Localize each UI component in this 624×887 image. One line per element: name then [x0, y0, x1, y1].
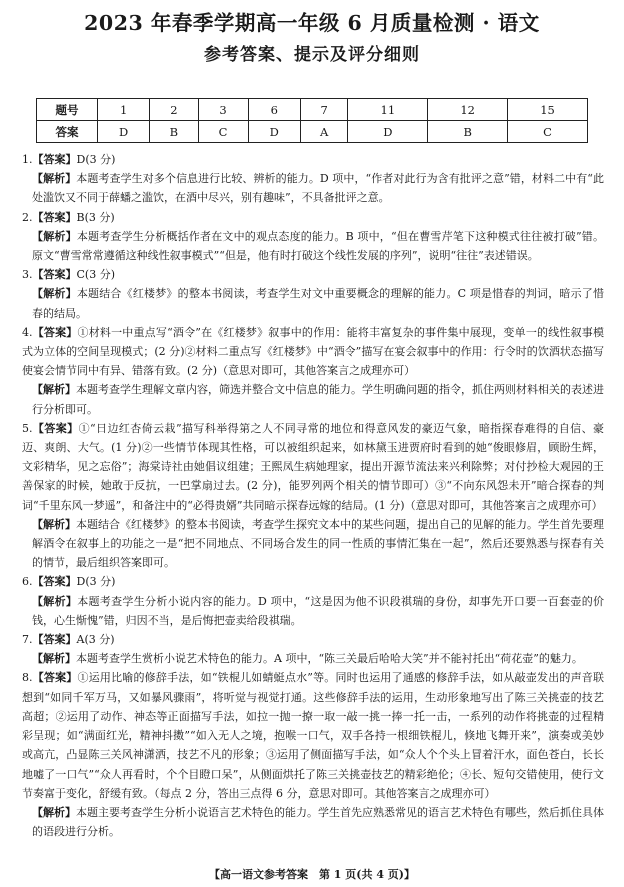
question-item — [22, 150, 604, 208]
answer-cell: D — [248, 121, 300, 143]
answer-table — [36, 98, 588, 143]
question-number-cell: 12 — [428, 99, 508, 121]
answer-cell: D — [348, 121, 428, 143]
question-item — [22, 630, 604, 668]
row-label-answer: 答案 — [37, 121, 98, 143]
question-number-cell: 6 — [248, 99, 300, 121]
answer-cell: C — [508, 121, 588, 143]
page-title: 2023 年春季学期高一年级 6 月质量检测 · 语文 — [84, 11, 540, 35]
answer-line: 5.【答案】①“日边红杏倚云栽”描写科举得第之人不同寻常的地位和得意风发的豪迈气象，暗指探春难得的自信、豪迈、爽朗、大气。(1 分)②一些情节体现其性格，可以被组织起来，如林黛玉进贾府时看到的她“俊眼修眉，顾盼生辉，文彩精华，见之忘俗”；海棠诗社由她倡议组建；王熙凤生病她理家，提出开源节流法来兴利除弊；对付抄检大观园的王善保家的时候，她敢于反抗，一巴掌扇过去。(2 分)，能罗列两个相关的情节即可）③“不向东风怨未开”暗合探春的判词“千里东风一梦遥”，和备注中的“必得贵婿”共同暗示探春远嫁的结局。(1 分)（意思对即可，其他答案言之成理亦可） — [22, 421, 605, 512]
answer-cell: B — [150, 121, 198, 143]
answer-line: 3.【答案】C(3 分) — [22, 268, 115, 282]
answer-cell: D — [98, 121, 150, 143]
answer-line: 8.【答案】①运用比喻的修辞手法，如“铁棍儿如蜻蜓点水”等。同时也运用了通感的修辞手法，如从敲壶发出的声音联想到“如同千军万马，又如暴风骤雨”，将听觉与视觉打通。这些修辞手法的运用，生动形象地写出了陈三关挑壶的技艺高超；②运用了动作、神态等正面描写手法，如拉一抛一撩一取一敲一挑一捧一托一击，一系列的动作将挑壶的过程精彩呈现；如“满面红光，精神抖擞”“如入无人之境，抱喉一口气，双手各持一根细铁棍儿，倏地飞舞开来”，演奏或美妙或高亢，凸显陈三关风神潇洒，技艺不凡的形象；③运用了侧面描写手法，如“众人个个头上冒着汗水，面色苍白，长长地嘘了一口气”“众人再看时，个个目瞪口呆”，从侧面烘托了陈三关挑壶技艺的精彩绝伦；④长、短句交错使用，使行文节奏富于变化，舒缓有致。（每点 2 分，答出三点得 6 分，意思对即可。其他答案言之成理亦可） — [22, 671, 605, 800]
analysis-line: 【解析】本题考查学生对多个信息进行比较、辨析的能力。D 项中，“作者对此行为含有批评之意”错，材料二中有“此处滥饮又不同于薛蟠之滥饮，在酒中尽兴，别有趣味”，不具备批评之意。 — [32, 172, 604, 205]
analysis-line: 【解析】本题考查学生分析小说内容的能力。D 项中，“这是因为他不识段祺瑞的身份，却事先开口要一百套壶的价钱，心生惭愧”错，归因不当，是后悔把壶卖给段祺瑞。 — [32, 594, 605, 627]
analysis-line: 【解析】本题结合《红楼梦》的整本书阅读，考查学生探究文本中的某些问题，提出自己的见解的能力。学生首先要理解酒令在叙事上的功能之一是“把不同地点、不同场合发生的同一性质的事情汇集在一起”，然后还要熟悉与探春有关的情节，最后组织答案即可。 — [32, 517, 604, 570]
question-number-cell: 15 — [508, 99, 588, 121]
answer-line: 2.【答案】B(3 分) — [22, 210, 115, 224]
question-item — [22, 572, 604, 630]
analysis-line: 【解析】本题考查学生赏析小说艺术特色的能力。A 项中，“陈三关最后哈哈大笑”并不能衬托出“荷花壶”的魅力。 — [32, 652, 583, 666]
analysis-line: 【解析】本题结合《红楼梦》的整本书阅读，考查学生对文中重要概念的理解的能力。C 项是惜春的判词，暗示了惜春的结局。 — [32, 287, 604, 320]
question-number-cell: 3 — [198, 99, 248, 121]
answer-cell: A — [300, 121, 348, 143]
answer-line: 6.【答案】D(3 分) — [22, 575, 116, 589]
answer-table-answer-row — [37, 121, 588, 143]
answer-line: 1.【答案】D(3 分) — [22, 153, 116, 166]
analysis-line: 【解析】本题考查学生理解文章内容，筛选并整合文中信息的能力。学生明确问题的指令，抓住两则材料相关的表述进行分析即可。 — [32, 383, 604, 416]
answer-line: 7.【答案】A(3 分) — [22, 633, 115, 647]
answer-cell: C — [198, 121, 248, 143]
question-number-cell: 2 — [150, 99, 198, 121]
row-label-number: 题号 — [37, 99, 98, 121]
page-subtitle: 参考答案、提示及评分细则 — [204, 45, 420, 65]
question-number-cell: 7 — [300, 99, 348, 121]
answer-table-number-row — [37, 99, 588, 121]
analysis-line: 【解析】本题考查学生分析概括作者在文中的观点态度的能力。B 项中，“但在曹雪芹笔下这种模式往往被打破”错。原文“曹雪常常遵循这种线性叙事模式”“但是，他有时打破这个线性发展的序列”，说明“往往”表述错误。 — [32, 229, 605, 263]
question-item — [22, 323, 604, 419]
answer-line: 4.【答案】①材料一中重点写“酒令”在《红楼梦》叙事中的作用：能将丰富复杂的事件集中展现，变单一的线性叙事模式为立体的空间呈现模式；(2 分)②材料二重点写《红楼梦》中“酒令”描写在宴会叙事中的作用：行令时的饮酒状态描写使宴会情节同中有异、错落有致。(2 分)（意思对即可，其他答案言之成理亦可） — [22, 325, 605, 378]
answer-cell: B — [428, 121, 508, 143]
question-item — [22, 668, 604, 841]
question-item — [22, 208, 604, 266]
question-item — [22, 265, 604, 323]
analysis-line: 【解析】本题主要考查学生分析小说语言艺术特色的能力。学生首先应熟悉常见的语言艺术特色有哪些，然后抓住具体的语段进行分析。 — [32, 805, 604, 839]
page-footer: 【高一语文参考答案 第 1 页(共 4 页)】 — [208, 868, 416, 881]
answer-explanations — [22, 150, 604, 841]
question-number-cell: 11 — [348, 99, 428, 121]
question-number-cell: 1 — [98, 99, 150, 121]
question-item — [22, 419, 604, 573]
